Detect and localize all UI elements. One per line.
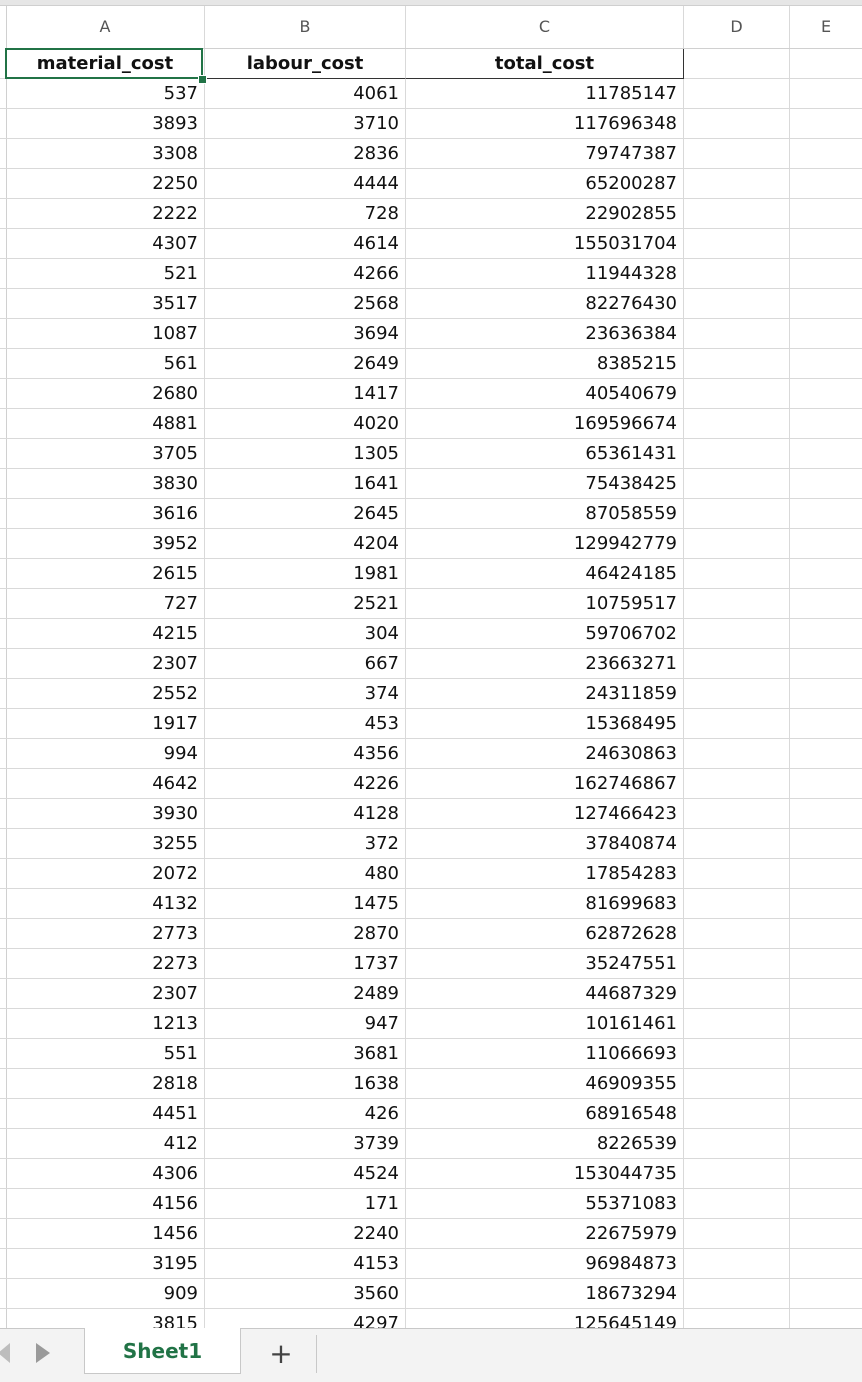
empty-cell[interactable] xyxy=(684,499,790,529)
labour-cost-cell[interactable]: 1417 xyxy=(205,379,406,409)
table-row xyxy=(0,1309,862,1328)
material-cost-cell[interactable]: 2250 xyxy=(6,169,205,199)
empty-cell[interactable] xyxy=(790,1189,862,1219)
labour-cost-cell[interactable]: 4266 xyxy=(205,259,406,289)
table-row xyxy=(0,1249,862,1279)
total-cost-cell[interactable]: 169596674 xyxy=(406,409,684,439)
total-cost-cell[interactable]: 40540679 xyxy=(406,379,684,409)
labour-cost-cell[interactable]: 667 xyxy=(205,649,406,679)
material-cost-cell[interactable]: 1213 xyxy=(6,1009,205,1039)
cell-grid xyxy=(0,49,862,1328)
empty-cell[interactable] xyxy=(684,1279,790,1309)
material-cost-cell[interactable]: 3517 xyxy=(6,289,205,319)
material-cost-cell[interactable]: 2680 xyxy=(6,379,205,409)
table-row xyxy=(0,1219,862,1249)
empty-cell[interactable] xyxy=(790,1009,862,1039)
labour-cost-cell[interactable]: 2521 xyxy=(205,589,406,619)
empty-cell[interactable] xyxy=(790,1279,862,1309)
table-row xyxy=(0,439,862,469)
empty-cell[interactable] xyxy=(684,1099,790,1129)
labour-cost-cell[interactable]: 453 xyxy=(205,709,406,739)
material-cost-cell[interactable]: 3893 xyxy=(6,109,205,139)
material-cost-cell[interactable]: 4451 xyxy=(6,1099,205,1129)
table-row xyxy=(0,169,862,199)
empty-cell[interactable] xyxy=(790,529,862,559)
material-cost-cell[interactable]: 3616 xyxy=(6,499,205,529)
empty-cell[interactable] xyxy=(790,139,862,169)
table-row xyxy=(0,739,862,769)
table-row xyxy=(0,199,862,229)
empty-cell[interactable] xyxy=(790,829,862,859)
total-cost-cell[interactable]: 23636384 xyxy=(406,319,684,349)
empty-cell[interactable] xyxy=(790,859,862,889)
empty-cell[interactable] xyxy=(684,529,790,559)
total-cost-cell[interactable]: 8385215 xyxy=(406,349,684,379)
empty-cell[interactable] xyxy=(790,739,862,769)
material-cost-cell[interactable]: 727 xyxy=(6,589,205,619)
table-row xyxy=(0,1009,862,1039)
labour-cost-cell[interactable]: 1475 xyxy=(205,889,406,919)
labour-cost-cell[interactable]: 304 xyxy=(205,619,406,649)
material-cost-cell[interactable]: 4642 xyxy=(6,769,205,799)
table-row xyxy=(0,889,862,919)
fill-handle[interactable] xyxy=(198,75,207,84)
table-row xyxy=(0,289,862,319)
labour-cost-cell[interactable]: 171 xyxy=(205,1189,406,1219)
material-cost-cell[interactable]: 2072 xyxy=(6,859,205,889)
material-cost-cell[interactable]: 2273 xyxy=(6,949,205,979)
empty-cell[interactable] xyxy=(684,1249,790,1279)
material-cost-cell[interactable]: 3952 xyxy=(6,529,205,559)
labour-cost-cell[interactable]: 4153 xyxy=(205,1249,406,1279)
header-cell-material-cost[interactable]: material_cost xyxy=(6,49,205,79)
empty-cell[interactable] xyxy=(684,1009,790,1039)
table-row xyxy=(0,319,862,349)
empty-cell[interactable] xyxy=(684,649,790,679)
total-cost-cell[interactable]: 11785147 xyxy=(406,79,684,109)
labour-cost-cell[interactable]: 2568 xyxy=(205,289,406,319)
empty-cell[interactable] xyxy=(790,499,862,529)
labour-cost-cell[interactable]: 2649 xyxy=(205,349,406,379)
material-cost-cell[interactable]: 412 xyxy=(6,1129,205,1159)
table-row xyxy=(0,1189,862,1219)
empty-cell[interactable] xyxy=(790,439,862,469)
header-cell-total-cost[interactable]: total_cost xyxy=(406,49,684,79)
total-cost-cell[interactable]: 44687329 xyxy=(406,979,684,1009)
material-cost-cell[interactable]: 2307 xyxy=(6,979,205,1009)
empty-cell[interactable] xyxy=(684,739,790,769)
table-row xyxy=(0,619,862,649)
empty-cell[interactable] xyxy=(684,769,790,799)
empty-cell[interactable] xyxy=(684,979,790,1009)
empty-cell[interactable] xyxy=(684,1159,790,1189)
total-cost-cell[interactable]: 23663271 xyxy=(406,649,684,679)
total-cost-cell[interactable]: 59706702 xyxy=(406,619,684,649)
table-row xyxy=(0,559,862,589)
table-row xyxy=(0,259,862,289)
empty-cell[interactable] xyxy=(684,619,790,649)
total-cost-cell[interactable]: 10161461 xyxy=(406,1009,684,1039)
empty-cell[interactable] xyxy=(790,979,862,1009)
total-cost-cell[interactable]: 65200287 xyxy=(406,169,684,199)
column-header-d[interactable]: D xyxy=(684,6,790,48)
material-cost-cell[interactable]: 3195 xyxy=(6,1249,205,1279)
material-cost-cell[interactable]: 4215 xyxy=(6,619,205,649)
empty-cell[interactable] xyxy=(684,889,790,919)
table-row xyxy=(0,1039,862,1069)
material-cost-cell[interactable]: 2818 xyxy=(6,1069,205,1099)
labour-cost-cell[interactable]: 3694 xyxy=(205,319,406,349)
empty-cell[interactable] xyxy=(684,1189,790,1219)
labour-cost-cell[interactable]: 4297 xyxy=(205,1309,406,1328)
table-row xyxy=(0,799,862,829)
table-row xyxy=(0,1129,862,1159)
labour-cost-cell[interactable]: 4204 xyxy=(205,529,406,559)
material-cost-cell[interactable]: 3308 xyxy=(6,139,205,169)
header-cell-labour-cost[interactable]: labour_cost xyxy=(205,49,406,79)
table-row xyxy=(0,1279,862,1309)
column-header-c[interactable]: C xyxy=(406,6,684,48)
empty-cell[interactable] xyxy=(684,229,790,259)
empty-cell[interactable] xyxy=(684,1219,790,1249)
table-row xyxy=(0,109,862,139)
add-sheet-button[interactable]: + xyxy=(269,1337,293,1370)
total-cost-cell[interactable]: 62872628 xyxy=(406,919,684,949)
empty-cell[interactable] xyxy=(790,109,862,139)
total-cost-cell[interactable]: 155031704 xyxy=(406,229,684,259)
triangle-right-icon[interactable] xyxy=(36,1343,50,1363)
total-cost-cell[interactable]: 11944328 xyxy=(406,259,684,289)
table-row xyxy=(0,139,862,169)
empty-cell[interactable] xyxy=(684,1069,790,1099)
total-cost-cell[interactable]: 18673294 xyxy=(406,1279,684,1309)
material-cost-cell[interactable]: 1087 xyxy=(6,319,205,349)
table-row xyxy=(0,499,862,529)
total-cost-cell[interactable]: 68916548 xyxy=(406,1099,684,1129)
empty-cell[interactable] xyxy=(790,229,862,259)
labour-cost-cell[interactable]: 3560 xyxy=(205,1279,406,1309)
material-cost-cell[interactable]: 2307 xyxy=(6,649,205,679)
total-cost-cell[interactable]: 96984873 xyxy=(406,1249,684,1279)
empty-cell[interactable] xyxy=(790,649,862,679)
total-cost-cell[interactable]: 11066693 xyxy=(406,1039,684,1069)
column-header-b[interactable]: B xyxy=(205,6,406,48)
empty-cell[interactable] xyxy=(790,679,862,709)
table-row xyxy=(0,229,862,259)
empty-cell[interactable] xyxy=(684,799,790,829)
material-cost-cell[interactable]: 909 xyxy=(6,1279,205,1309)
empty-cell[interactable] xyxy=(684,79,790,109)
empty-cell[interactable] xyxy=(790,949,862,979)
total-cost-cell[interactable]: 35247551 xyxy=(406,949,684,979)
sheet-tab-bar xyxy=(0,1328,862,1382)
total-cost-cell[interactable]: 125645149 xyxy=(406,1309,684,1328)
labour-cost-cell[interactable]: 374 xyxy=(205,679,406,709)
empty-cell[interactable] xyxy=(790,259,862,289)
empty-cell[interactable] xyxy=(684,709,790,739)
table-row xyxy=(0,1099,862,1129)
total-cost-cell[interactable]: 162746867 xyxy=(406,769,684,799)
triangle-left-icon[interactable] xyxy=(0,1343,10,1363)
empty-cell[interactable] xyxy=(790,919,862,949)
total-cost-cell[interactable]: 75438425 xyxy=(406,469,684,499)
empty-cell[interactable] xyxy=(684,349,790,379)
labour-cost-cell[interactable]: 3710 xyxy=(205,109,406,139)
empty-cell[interactable] xyxy=(684,829,790,859)
header-row xyxy=(0,49,862,79)
material-cost-cell[interactable]: 4881 xyxy=(6,409,205,439)
labour-cost-cell[interactable]: 1638 xyxy=(205,1069,406,1099)
empty-cell[interactable] xyxy=(684,169,790,199)
empty-cell[interactable] xyxy=(790,1129,862,1159)
material-cost-cell[interactable]: 3815 xyxy=(6,1309,205,1328)
material-cost-cell[interactable]: 3830 xyxy=(6,469,205,499)
material-cost-cell[interactable]: 537 xyxy=(6,79,205,109)
empty-cell[interactable] xyxy=(684,679,790,709)
empty-cell[interactable] xyxy=(790,769,862,799)
material-cost-cell[interactable]: 561 xyxy=(6,349,205,379)
material-cost-cell[interactable]: 4132 xyxy=(6,889,205,919)
labour-cost-cell[interactable]: 728 xyxy=(205,199,406,229)
labour-cost-cell[interactable]: 372 xyxy=(205,829,406,859)
material-cost-cell[interactable]: 3930 xyxy=(6,799,205,829)
total-cost-cell[interactable]: 46424185 xyxy=(406,559,684,589)
total-cost-cell[interactable]: 153044735 xyxy=(406,1159,684,1189)
empty-cell[interactable] xyxy=(790,559,862,589)
material-cost-cell[interactable]: 1917 xyxy=(6,709,205,739)
empty-cell[interactable] xyxy=(790,409,862,439)
table-row xyxy=(0,919,862,949)
empty-cell[interactable] xyxy=(684,319,790,349)
table-row xyxy=(0,649,862,679)
material-cost-cell[interactable]: 4306 xyxy=(6,1159,205,1189)
labour-cost-cell[interactable]: 2645 xyxy=(205,499,406,529)
total-cost-cell[interactable]: 15368495 xyxy=(406,709,684,739)
table-row xyxy=(0,979,862,1009)
total-cost-cell[interactable]: 24311859 xyxy=(406,679,684,709)
labour-cost-cell[interactable]: 4020 xyxy=(205,409,406,439)
table-row xyxy=(0,79,862,109)
empty-cell[interactable] xyxy=(684,859,790,889)
total-cost-cell[interactable]: 55371083 xyxy=(406,1189,684,1219)
material-cost-cell[interactable]: 2222 xyxy=(6,199,205,229)
material-cost-cell[interactable]: 3705 xyxy=(6,439,205,469)
total-cost-cell[interactable]: 129942779 xyxy=(406,529,684,559)
empty-cell[interactable] xyxy=(684,559,790,589)
total-cost-cell[interactable]: 10759517 xyxy=(406,589,684,619)
table-row xyxy=(0,589,862,619)
total-cost-cell[interactable]: 87058559 xyxy=(406,499,684,529)
material-cost-cell[interactable]: 994 xyxy=(6,739,205,769)
table-row xyxy=(0,529,862,559)
material-cost-cell[interactable]: 551 xyxy=(6,1039,205,1069)
empty-cell[interactable] xyxy=(790,469,862,499)
material-cost-cell[interactable]: 1456 xyxy=(6,1219,205,1249)
empty-cell[interactable] xyxy=(684,139,790,169)
material-cost-cell[interactable]: 4156 xyxy=(6,1189,205,1219)
labour-cost-cell[interactable]: 3681 xyxy=(205,1039,406,1069)
table-row xyxy=(0,469,862,499)
table-row xyxy=(0,829,862,859)
empty-cell[interactable] xyxy=(684,589,790,619)
empty-cell[interactable] xyxy=(790,1309,862,1328)
empty-cell[interactable] xyxy=(684,469,790,499)
empty-cell[interactable] xyxy=(790,1219,862,1249)
total-cost-cell[interactable]: 22902855 xyxy=(406,199,684,229)
table-row xyxy=(0,349,862,379)
empty-cell[interactable] xyxy=(790,1069,862,1099)
column-header-e[interactable]: E xyxy=(820,17,832,36)
empty-cell[interactable] xyxy=(790,169,862,199)
labour-cost-cell[interactable]: 4524 xyxy=(205,1159,406,1189)
empty-cell[interactable] xyxy=(790,349,862,379)
material-cost-cell[interactable]: 3255 xyxy=(6,829,205,859)
labour-cost-cell[interactable]: 4128 xyxy=(205,799,406,829)
labour-cost-cell[interactable]: 426 xyxy=(205,1099,406,1129)
table-row xyxy=(0,859,862,889)
table-row xyxy=(0,949,862,979)
labour-cost-cell[interactable]: 4356 xyxy=(205,739,406,769)
table-row xyxy=(0,409,862,439)
material-cost-cell[interactable]: 2615 xyxy=(6,559,205,589)
labour-cost-cell[interactable]: 3739 xyxy=(205,1129,406,1159)
empty-cell[interactable] xyxy=(790,379,862,409)
labour-cost-cell[interactable]: 2870 xyxy=(205,919,406,949)
empty-cell[interactable] xyxy=(684,1129,790,1159)
total-cost-cell[interactable]: 81699683 xyxy=(406,889,684,919)
table-row xyxy=(0,379,862,409)
empty-cell[interactable] xyxy=(684,1039,790,1069)
total-cost-cell[interactable]: 17854283 xyxy=(406,859,684,889)
total-cost-cell[interactable]: 46909355 xyxy=(406,1069,684,1099)
empty-cell[interactable] xyxy=(790,1039,862,1069)
labour-cost-cell[interactable]: 947 xyxy=(205,1009,406,1039)
sheet-tab-sheet1[interactable]: Sheet1 xyxy=(84,1328,241,1374)
empty-cell[interactable] xyxy=(790,289,862,319)
labour-cost-cell[interactable]: 2489 xyxy=(205,979,406,1009)
labour-cost-cell[interactable]: 4226 xyxy=(205,769,406,799)
empty-cell[interactable] xyxy=(684,199,790,229)
total-cost-cell[interactable]: 65361431 xyxy=(406,439,684,469)
empty-cell[interactable] xyxy=(790,1099,862,1129)
empty-cell[interactable] xyxy=(790,1249,862,1279)
empty-cell[interactable] xyxy=(684,379,790,409)
labour-cost-cell[interactable]: 4614 xyxy=(205,229,406,259)
table-row xyxy=(0,769,862,799)
empty-cell[interactable] xyxy=(684,919,790,949)
total-cost-cell[interactable]: 79747387 xyxy=(406,139,684,169)
labour-cost-cell[interactable]: 4061 xyxy=(205,79,406,109)
labour-cost-cell[interactable]: 1641 xyxy=(205,469,406,499)
material-cost-cell[interactable]: 2773 xyxy=(6,919,205,949)
labour-cost-cell[interactable]: 2836 xyxy=(205,139,406,169)
empty-cell[interactable] xyxy=(790,79,862,109)
empty-cell[interactable] xyxy=(684,109,790,139)
empty-cell[interactable] xyxy=(684,439,790,469)
total-cost-cell[interactable]: 22675979 xyxy=(406,1219,684,1249)
empty-cell[interactable] xyxy=(790,799,862,829)
total-cost-cell[interactable]: 127466423 xyxy=(406,799,684,829)
tab-divider xyxy=(316,1335,317,1373)
empty-cell[interactable] xyxy=(790,199,862,229)
empty-cell[interactable] xyxy=(790,319,862,349)
empty-cell[interactable] xyxy=(790,589,862,619)
empty-cell[interactable] xyxy=(684,49,790,79)
labour-cost-cell[interactable]: 480 xyxy=(205,859,406,889)
table-row xyxy=(0,1069,862,1099)
total-cost-cell[interactable]: 37840874 xyxy=(406,829,684,859)
total-cost-cell[interactable]: 8226539 xyxy=(406,1129,684,1159)
total-cost-cell[interactable]: 117696348 xyxy=(406,109,684,139)
column-header-a[interactable]: A xyxy=(6,6,205,48)
empty-cell[interactable] xyxy=(684,289,790,319)
labour-cost-cell[interactable]: 4444 xyxy=(205,169,406,199)
empty-cell[interactable] xyxy=(684,409,790,439)
labour-cost-cell[interactable]: 1737 xyxy=(205,949,406,979)
empty-cell[interactable] xyxy=(684,949,790,979)
material-cost-cell[interactable]: 4307 xyxy=(6,229,205,259)
total-cost-cell[interactable]: 82276430 xyxy=(406,289,684,319)
empty-cell[interactable] xyxy=(790,619,862,649)
total-cost-cell[interactable]: 24630863 xyxy=(406,739,684,769)
empty-cell[interactable] xyxy=(684,259,790,289)
material-cost-cell[interactable]: 2552 xyxy=(6,679,205,709)
empty-cell[interactable] xyxy=(790,709,862,739)
labour-cost-cell[interactable]: 2240 xyxy=(205,1219,406,1249)
table-row xyxy=(0,679,862,709)
empty-cell[interactable] xyxy=(790,889,862,919)
table-row xyxy=(0,1159,862,1189)
empty-cell[interactable] xyxy=(790,49,862,79)
table-row xyxy=(0,709,862,739)
labour-cost-cell[interactable]: 1981 xyxy=(205,559,406,589)
empty-cell[interactable] xyxy=(684,1309,790,1328)
material-cost-cell[interactable]: 521 xyxy=(6,259,205,289)
labour-cost-cell[interactable]: 1305 xyxy=(205,439,406,469)
empty-cell[interactable] xyxy=(790,1159,862,1189)
column-header-bar xyxy=(0,6,862,49)
